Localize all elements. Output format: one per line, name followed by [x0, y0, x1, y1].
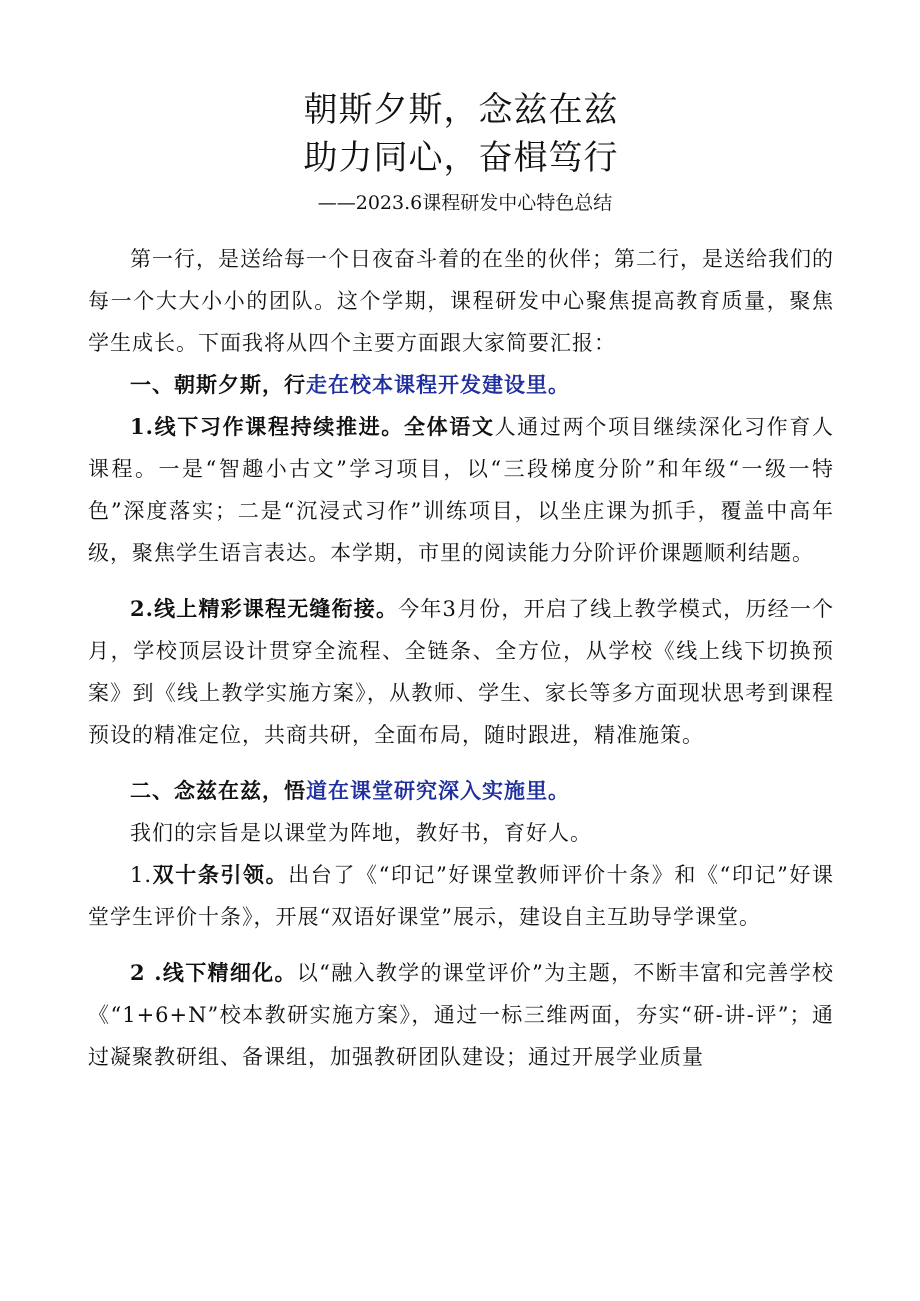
title-line-1: 朝斯夕斯，念兹在兹: [303, 90, 619, 130]
section2-item1-label: 双十条引领。: [152, 862, 289, 887]
section2-heading-blue: 道在课堂研究深入实施里。: [306, 778, 570, 803]
title-line-2: 助力同心，奋楫笃行: [303, 138, 619, 178]
section2-heading-lead: 二、念兹在兹，悟: [130, 778, 306, 803]
section2-item1: [88, 854, 834, 938]
section1-item2-text: 今年3月份，开启了线上教学模式，历经一个月，学校顶层设计贯穿全流程、全链条、全方位，从学校《线上线下切换预案》到《线上教学实施方案》，从教师、学生、家长等多方面现状思考到课程预设的精准定位，共商共研，全面布局，随时跟进，精准施策。: [88, 597, 835, 747]
section1-item2: [88, 588, 834, 756]
section2-purpose: 我们的宗旨是以课堂为阵地，教好书，育好人。: [130, 821, 592, 845]
section2-item1-text: 出台了《“印记”好课堂教师评价十条》和《“印记”好课堂学生评价十条》，开展“双语好课堂”展示，建设自主互助导学课堂。: [88, 863, 834, 929]
section1-item1-text: 人通过两个项目继续深化习作育人课程。一是“智趣小古文”学习项目，以“三段梯度分阶”和年级“一级一特色”深度落实；二是“沉浸式习作”训练项目，以坐庄课为抓手，覆盖中高年级，聚焦学生语言表达。本学期，市里的阅读能力分阶评价课题顺利结题。: [88, 415, 835, 565]
section2-item2-text: 以“融入教学的课堂评价”为主题，不断丰富和完善学校《“1+6+N”校本教研实施方案》，通过一标三维两面，夯实“研-讲-评”；通过凝聚教研组、备课组，加强教研团队建设；通过开展学业质量: [88, 961, 834, 1069]
subtitle: ——2023.6课程研发中心特色总结: [317, 192, 613, 214]
section1-heading-lead: 一、朝斯夕斯，行: [130, 372, 306, 397]
section1-heading: [88, 364, 834, 406]
section2-item2-label: 2 .线下精细化。: [130, 960, 297, 985]
section1-item2-label: 2.线上精彩课程无缝衔接。: [130, 596, 399, 621]
section1-item1: [88, 406, 834, 574]
section2-item2: [88, 952, 834, 1078]
section2-item1-number: 1.: [130, 863, 153, 887]
intro-paragraph: 第一行，是送给每一个日夜奋斗着的在坐的伙伴；第二行，是送给我们的每一个大大小小的团队。这个学期，课程研发中心聚焦提高教育质量，聚焦学生成长。下面我将从四个主要方面跟大家简要汇报：: [88, 247, 834, 355]
section1-heading-blue: 走在校本课程开发建设里。: [306, 372, 570, 397]
section1-item1-label: 1.线下习作课程持续推进。全体语文: [130, 414, 495, 439]
section2-heading: [88, 770, 834, 812]
